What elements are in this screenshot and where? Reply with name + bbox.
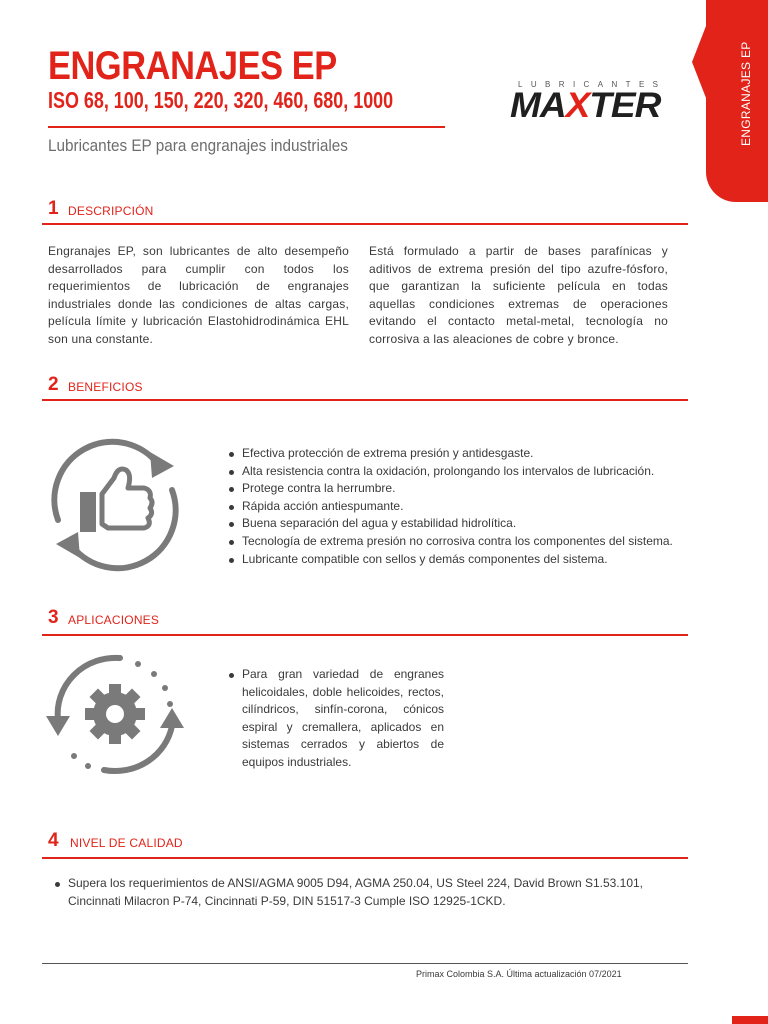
title-divider [48,126,445,128]
iso-grades: ISO 68, 100, 150, 220, 320, 460, 680, 1000 [48,87,394,113]
side-tab-label: ENGRANAJES EP [739,41,753,146]
section-number-1: 1 [48,198,59,219]
list-item: Tecnología de extrema presión no corrosiva contra los componentes del sistema. [228,533,678,551]
section-title-2: BENEFICIOS [68,380,143,394]
list-item: Buena separación del agua y estabilidad hidrolítica. [228,515,678,533]
description-col-1: Engranajes EP, son lubricantes de alto desempeño desarrollados para cumplir con todos los requerimientos de lubricación de engranajes industriales donde las condiciones de altas cargas, película límite y lubricación Elastohidrodinámica EHL son una constante. [48,244,349,346]
section-number-4: 4 [48,830,59,851]
section-number-2: 2 [48,374,59,395]
list-item: Rápida acción antiespumante. [228,498,678,516]
section-title-4: NIVEL DE CALIDAD [70,836,183,850]
section-title-3: APLICACIONES [68,613,160,627]
section-divider-4 [42,857,688,859]
list-item: Efectiva protección de extrema presión y antidesgaste. [228,445,678,463]
footer-text: Primax Colombia S.A. Última actualización 07/2021 [416,969,622,979]
list-item: Supera los requerimientos de ANSI/AGMA 9005 D94, AGMA 250.04, US Steel 224, David Brown S1.53.101, Cincinnati Milacron P-74, Cincinnati P-59, DIN 51517-3 Cumple ISO 12925-1CKD. [54,875,676,910]
brand-part-1: MA [510,86,566,125]
list-item: Lubricante compatible con sellos y demás componentes del sistema. [228,551,678,569]
list-item: Alta resistencia contra la oxidación, prolongando los intervalos de lubricación. [228,463,678,481]
side-tab [706,0,768,202]
quality-list [54,875,676,910]
brand-tagline: LUBRICANTES [518,80,667,89]
section-title-1: DESCRIPCIÓN [68,204,154,218]
section-divider-1 [42,223,688,225]
description-col-2: Está formulado a partir de bases parafínicas y aditivos de extrema presión del tipo azufre-fósforo, que garantizan la suficiente película en todas aquellas condiciones extremas de operaciones evitando el contacto metal-metal, tecnología no corrosiva a las aleaciones de cobre y bronce. [369,244,668,346]
list-item: Para gran variedad de engranes helicoidales, doble helicoides, rectos, cilíndricos, sinfín-corona, cónicos espiral y cremallera, aplicados en sistemas cerrados y abiertos de equipos industriales. [228,666,444,772]
side-tab-bottom [732,1016,768,1024]
footer-divider [42,963,688,964]
list-item: Protege contra la herrumbre. [228,480,678,498]
brand-part-2: TER [589,86,661,125]
brand-x: X [565,86,590,125]
section-number-3: 3 [48,607,59,628]
page-subtitle: Lubricantes EP para engranajes industriales [48,136,348,155]
benefits-list [228,445,678,568]
thumbs-up-icon [46,436,184,574]
brand-logo [510,86,660,126]
section-divider-2 [42,399,688,401]
section-divider-3 [42,634,688,636]
page-title: ENGRANAJES EP [48,44,337,88]
gear-cycle-icon [44,654,186,776]
applications-list [228,666,444,772]
